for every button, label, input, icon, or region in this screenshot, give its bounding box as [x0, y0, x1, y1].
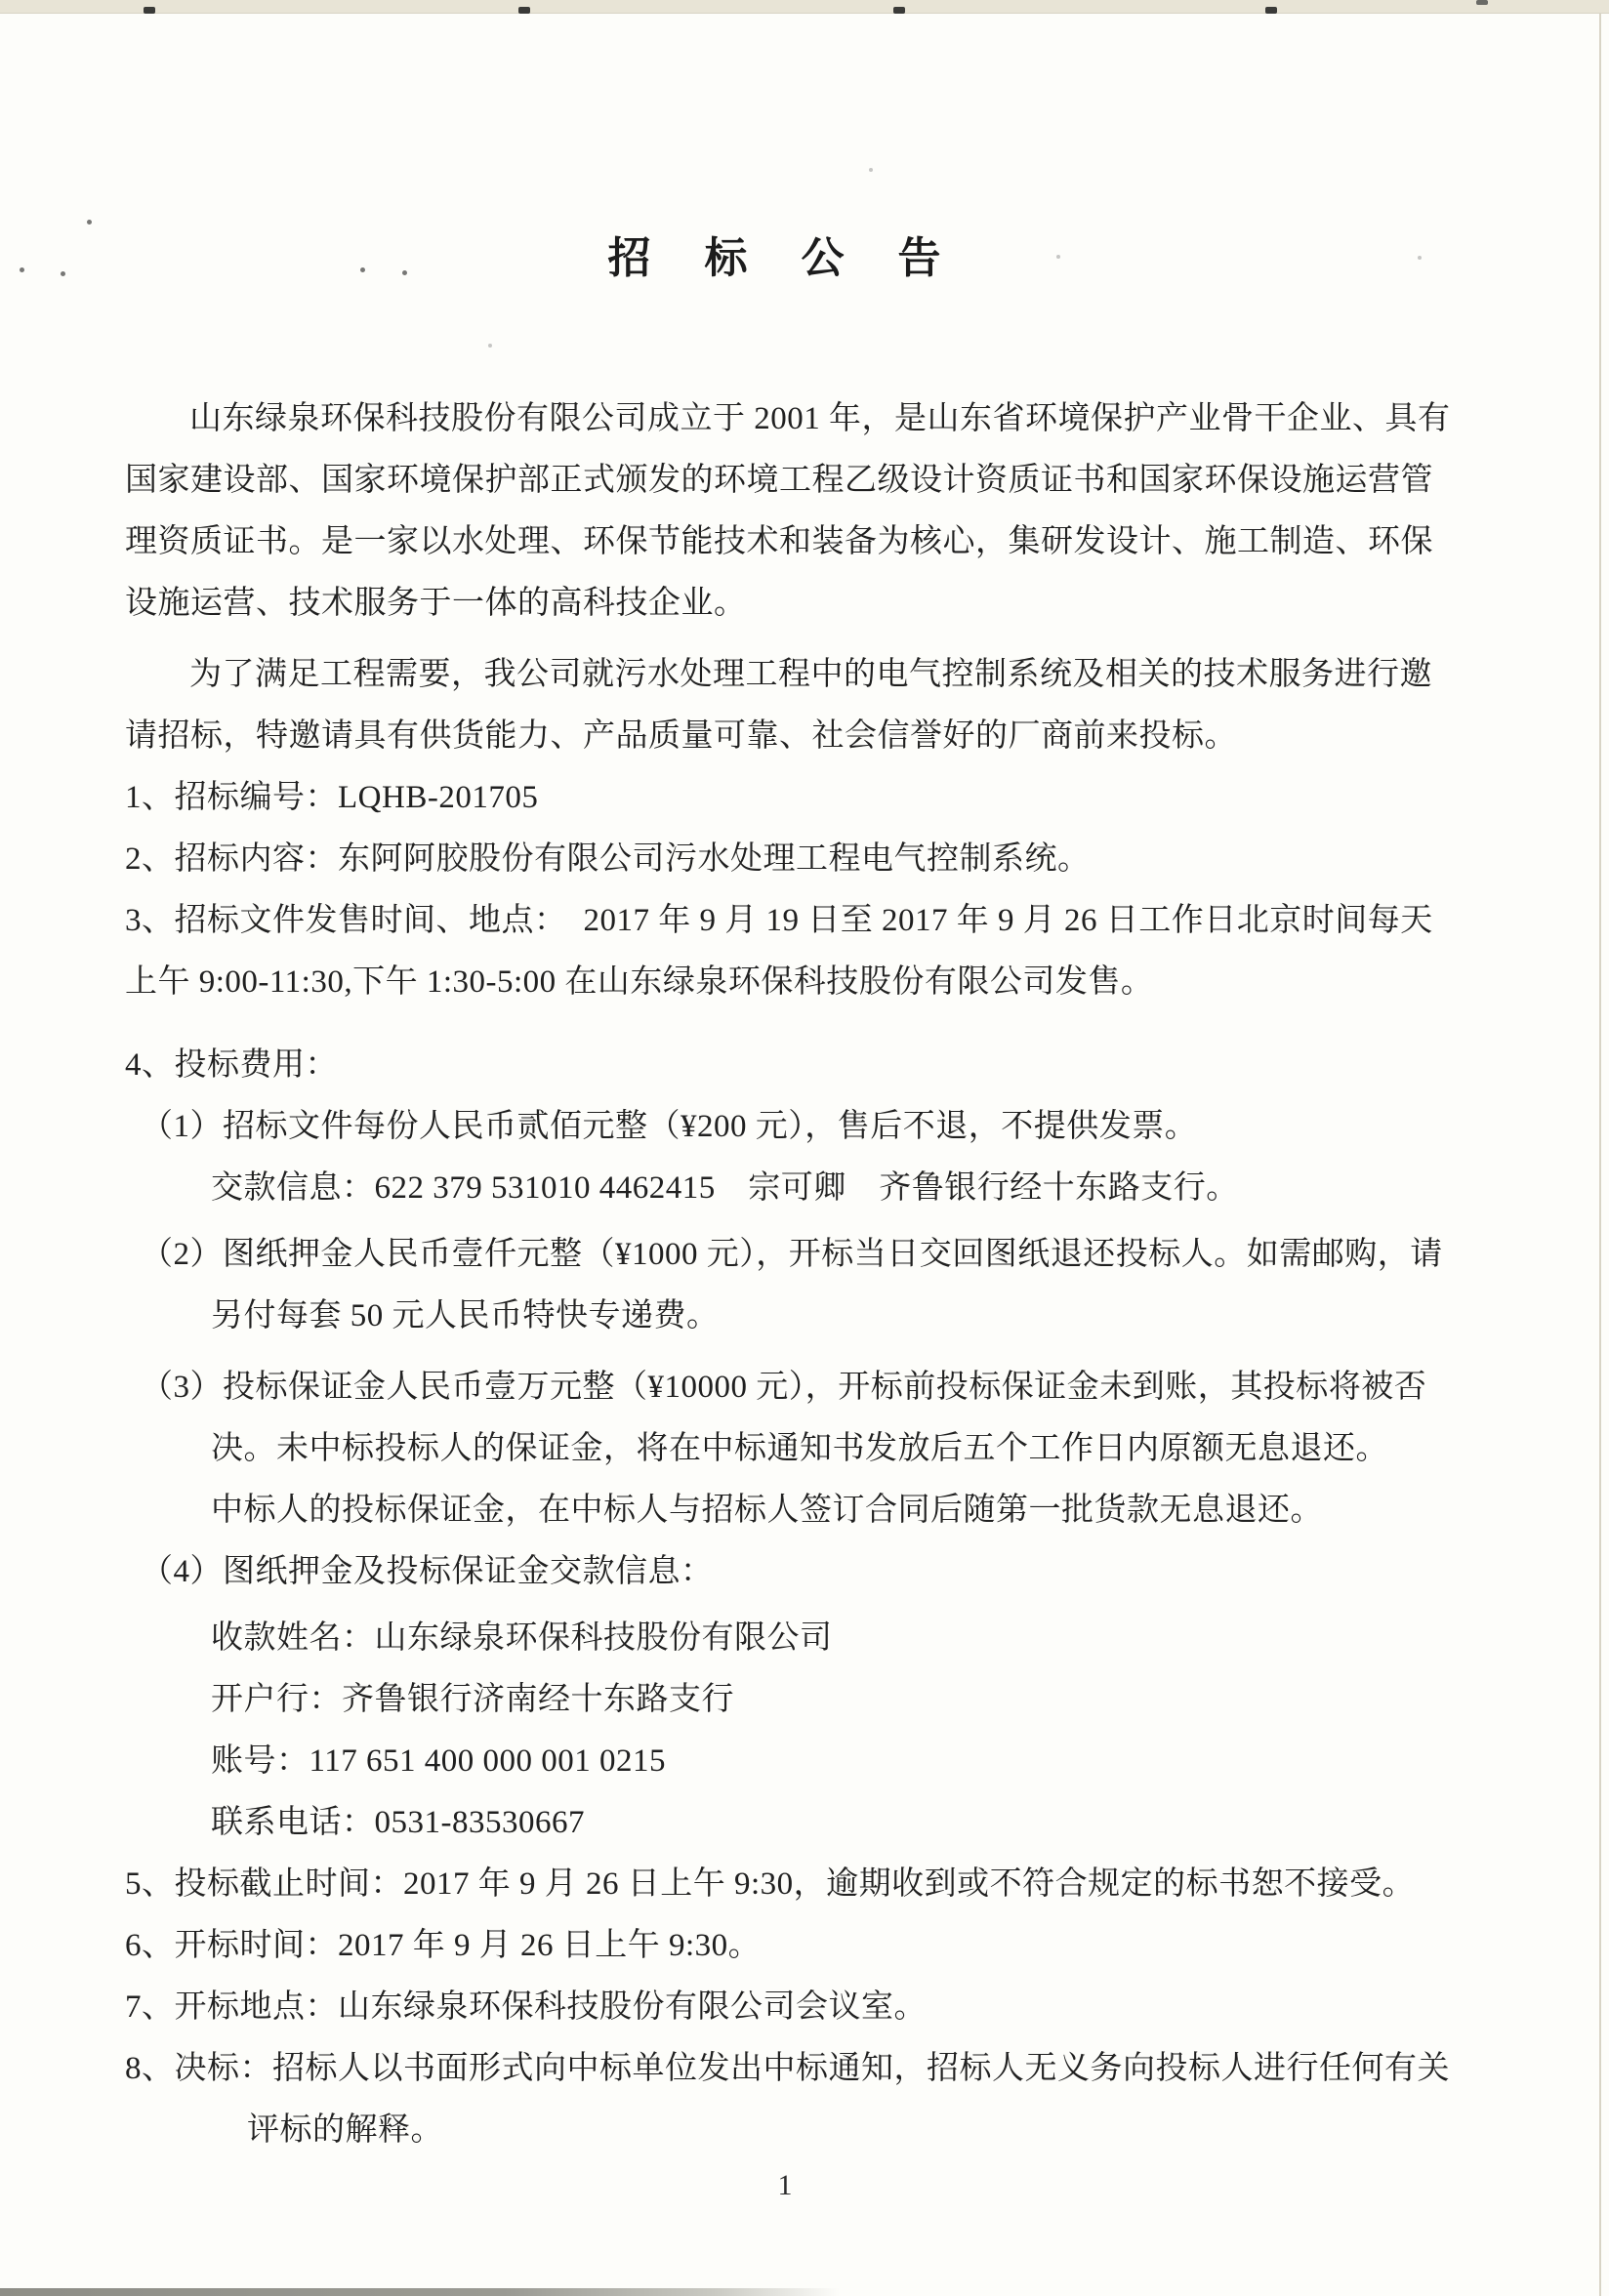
text-line: （1）招标文件每份人民币贰佰元整（¥200 元），售后不退，不提供发票。 — [141, 1109, 1198, 1144]
text-line: 3、招标文件发售时间、地点： 2017 年 9 月 19 日至 2017 年 9 月 26 日工作日北京时间每天 — [125, 903, 1433, 938]
text-line: 评标的解释。 — [247, 2112, 443, 2148]
scan-binding-mark — [144, 7, 155, 14]
text-line: 联系电话：0531-83530667 — [211, 1805, 585, 1840]
text-line: （2）图纸押金人民币壹仟元整（¥1000 元），开标当日交回图纸退还投标人。如需邮购，请 — [141, 1237, 1443, 1272]
text-line: 山东绿泉环保科技股份有限公司成立于 2001 年，是山东省环境保护产业骨干企业、具有 — [189, 401, 1451, 436]
text-line: 为了满足工程需要，我公司就污水处理工程中的电气控制系统及相关的技术服务进行邀 — [189, 657, 1432, 692]
text-line: 2、招标内容：东阿阿胶股份有限公司污水处理工程电气控制系统。 — [125, 841, 1091, 877]
text-line: 请招标，特邀请具有供货能力、产品质量可靠、社会信誉好的厂商前来投标。 — [125, 718, 1237, 754]
text-line: 8、决标：招标人以书面形式向中标单位发出中标通知，招标人无义务向投标人进行任何有关 — [125, 2051, 1450, 2086]
text-line: 国家建设部、国家环境保护部正式颁发的环境工程乙级设计资质证书和国家环保设施运营管 — [125, 463, 1433, 498]
text-line: 6、开标时间：2017 年 9 月 26 日上午 9:30。 — [125, 1928, 762, 1963]
scan-binding-mark — [1265, 7, 1277, 14]
text-line: 上午 9:00-11:30,下午 1:30-5:00 在山东绿泉环保科技股份有限公司发售。 — [125, 964, 1154, 1000]
scan-binding-mark — [893, 7, 905, 14]
scan-speck — [488, 344, 492, 348]
text-line: 账号：117 651 400 000 001 0215 — [211, 1743, 667, 1779]
text-line: 另付每套 50 元人民币特快专递费。 — [211, 1298, 720, 1333]
text-line: （4）图纸押金及投标保证金交款信息： — [141, 1554, 714, 1589]
text-line: 4、投标费用： — [125, 1047, 338, 1083]
text-line: 理资质证书。是一家以水处理、环保节能技术和装备为核心，集研发设计、施工制造、环保 — [125, 524, 1433, 559]
text-line: 收款姓名：山东绿泉环保科技股份有限公司 — [211, 1620, 833, 1656]
text-line: 7、开标地点：山东绿泉环保科技股份有限公司会议室。 — [125, 1989, 927, 2025]
text-line: 中标人的投标保证金，在中标人与招标人签订合同后随第一批货款无息退还。 — [211, 1493, 1323, 1528]
text-line: 5、投标截止时间：2017 年 9 月 26 日上午 9:30，逾期收到或不符合规定的标书恕不接受。 — [125, 1866, 1416, 1902]
page-number: 1 — [777, 2169, 793, 2201]
text-line: 设施运营、技术服务于一体的高科技企业。 — [125, 586, 747, 621]
text-line: （3）投标保证金人民币壹万元整（¥10000 元），开标前投标保证金未到账，其投标将被否 — [141, 1370, 1427, 1405]
text-line: 交款信息：622 379 531010 4462415 宗可卿 齐鲁银行经十东路支行。 — [211, 1170, 1239, 1206]
text-line: 1、招标编号：LQHB-201705 — [125, 780, 539, 815]
scan-edge-bottom — [0, 2288, 840, 2296]
scan-speck — [869, 168, 873, 172]
scan-binding-mark — [518, 7, 530, 14]
scan-binding-mark — [1476, 0, 1488, 5]
scan-edge-top — [0, 0, 1609, 14]
document-body — [125, 389, 1455, 2161]
text-line: 开户行：齐鲁银行济南经十东路支行 — [211, 1682, 734, 1717]
text-line: 决。未中标投标人的保证金，将在中标通知书发放后五个工作日内原额无息退还。 — [211, 1431, 1388, 1466]
scan-edge-right — [1599, 13, 1601, 2296]
document-title: 招 标 公 告 — [607, 234, 963, 282]
